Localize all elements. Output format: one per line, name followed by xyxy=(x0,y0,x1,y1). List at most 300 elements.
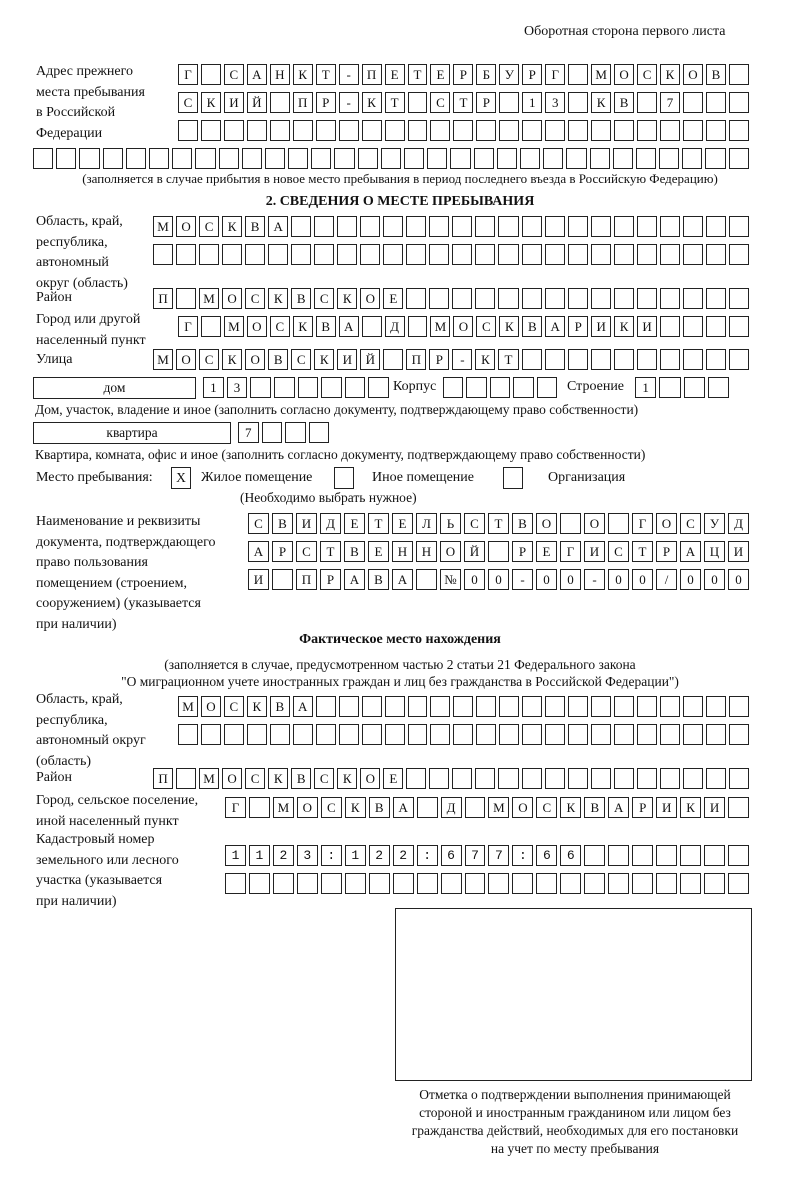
house-type-field[interactable]: дом xyxy=(33,377,196,399)
char-cell[interactable] xyxy=(568,64,588,85)
char-cell[interactable] xyxy=(298,377,319,398)
char-cell[interactable] xyxy=(706,92,726,113)
char-cell[interactable]: К xyxy=(222,216,242,237)
char-cell[interactable]: 7 xyxy=(238,422,259,443)
char-cell[interactable] xyxy=(452,288,472,309)
char-cell[interactable] xyxy=(427,148,447,169)
char-cell[interactable]: О xyxy=(360,768,380,789)
char-cell[interactable] xyxy=(706,349,726,370)
actual-city-cells[interactable] xyxy=(225,797,752,818)
char-cell[interactable] xyxy=(704,845,725,866)
char-cell[interactable]: О xyxy=(360,288,380,309)
char-cell[interactable] xyxy=(614,288,634,309)
char-cell[interactable] xyxy=(683,316,703,337)
char-cell[interactable] xyxy=(408,120,428,141)
char-cell[interactable] xyxy=(381,148,401,169)
char-cell[interactable] xyxy=(339,120,359,141)
house-number-cells[interactable] xyxy=(203,377,392,398)
char-cell[interactable]: М xyxy=(430,316,450,337)
char-cell[interactable] xyxy=(475,216,495,237)
char-cell[interactable] xyxy=(316,696,336,717)
char-cell[interactable]: О xyxy=(176,349,196,370)
char-cell[interactable] xyxy=(291,216,311,237)
char-cell[interactable] xyxy=(309,422,330,443)
char-cell[interactable]: Й xyxy=(360,349,380,370)
char-cell[interactable] xyxy=(393,873,414,894)
char-cell[interactable] xyxy=(591,349,611,370)
char-cell[interactable]: В xyxy=(291,768,311,789)
char-cell[interactable] xyxy=(728,845,749,866)
char-cell[interactable]: О xyxy=(201,696,221,717)
char-cell[interactable] xyxy=(614,244,634,265)
char-cell[interactable] xyxy=(537,377,557,398)
char-cell[interactable]: И xyxy=(296,513,317,534)
char-cell[interactable] xyxy=(430,724,450,745)
char-cell[interactable] xyxy=(683,724,703,745)
char-cell[interactable]: М xyxy=(199,288,219,309)
checkbox-organization[interactable] xyxy=(503,467,523,489)
char-cell[interactable] xyxy=(660,768,680,789)
char-cell[interactable] xyxy=(659,377,680,398)
char-cell[interactable] xyxy=(591,216,611,237)
char-cell[interactable] xyxy=(522,696,542,717)
char-cell[interactable] xyxy=(637,696,657,717)
char-cell[interactable] xyxy=(316,724,336,745)
char-cell[interactable]: С xyxy=(245,288,265,309)
char-cell[interactable]: 0 xyxy=(680,569,701,590)
char-cell[interactable] xyxy=(225,873,246,894)
char-cell[interactable] xyxy=(195,148,215,169)
char-cell[interactable] xyxy=(499,696,519,717)
char-cell[interactable] xyxy=(273,873,294,894)
char-cell[interactable] xyxy=(268,244,288,265)
char-cell[interactable]: Р xyxy=(429,349,449,370)
char-cell[interactable]: С xyxy=(199,216,219,237)
char-cell[interactable] xyxy=(591,120,611,141)
char-cell[interactable]: - xyxy=(512,569,533,590)
char-cell[interactable] xyxy=(499,724,519,745)
char-cell[interactable]: О xyxy=(584,513,605,534)
char-cell[interactable] xyxy=(490,377,510,398)
char-cell[interactable] xyxy=(270,724,290,745)
char-cell[interactable]: О xyxy=(453,316,473,337)
char-cell[interactable] xyxy=(465,797,486,818)
actual-region-row-2[interactable] xyxy=(178,724,752,745)
char-cell[interactable]: Е xyxy=(385,64,405,85)
char-cell[interactable]: И xyxy=(584,541,605,562)
city-cells[interactable] xyxy=(178,316,752,337)
char-cell[interactable] xyxy=(729,64,749,85)
char-cell[interactable] xyxy=(728,873,749,894)
char-cell[interactable]: К xyxy=(314,349,334,370)
previous-address-row-4[interactable] xyxy=(33,148,752,169)
char-cell[interactable] xyxy=(430,696,450,717)
char-cell[interactable]: Т xyxy=(488,513,509,534)
char-cell[interactable]: П xyxy=(153,768,173,789)
char-cell[interactable] xyxy=(632,873,653,894)
char-cell[interactable]: М xyxy=(591,64,611,85)
char-cell[interactable] xyxy=(443,377,463,398)
char-cell[interactable] xyxy=(362,316,382,337)
char-cell[interactable] xyxy=(250,377,271,398)
char-cell[interactable]: В xyxy=(291,288,311,309)
char-cell[interactable] xyxy=(729,216,749,237)
char-cell[interactable]: 1 xyxy=(522,92,542,113)
char-cell[interactable]: К xyxy=(268,288,288,309)
char-cell[interactable] xyxy=(429,288,449,309)
char-cell[interactable]: Б xyxy=(476,64,496,85)
char-cell[interactable] xyxy=(358,148,378,169)
char-cell[interactable] xyxy=(568,288,588,309)
char-cell[interactable]: М xyxy=(178,696,198,717)
char-cell[interactable] xyxy=(285,422,306,443)
char-cell[interactable]: В xyxy=(584,797,605,818)
char-cell[interactable] xyxy=(385,724,405,745)
char-cell[interactable] xyxy=(591,768,611,789)
char-cell[interactable]: Е xyxy=(383,768,403,789)
char-cell[interactable] xyxy=(497,148,517,169)
char-cell[interactable] xyxy=(522,216,542,237)
char-cell[interactable] xyxy=(265,148,285,169)
char-cell[interactable]: С xyxy=(248,513,269,534)
char-cell[interactable]: С xyxy=(637,64,657,85)
char-cell[interactable] xyxy=(474,148,494,169)
char-cell[interactable]: Р xyxy=(632,797,653,818)
char-cell[interactable]: 0 xyxy=(464,569,485,590)
char-cell[interactable] xyxy=(706,696,726,717)
char-cell[interactable] xyxy=(224,724,244,745)
char-cell[interactable] xyxy=(408,724,428,745)
char-cell[interactable] xyxy=(522,768,542,789)
char-cell[interactable] xyxy=(637,120,657,141)
checkbox-residential[interactable]: Х xyxy=(171,467,191,489)
char-cell[interactable] xyxy=(660,288,680,309)
char-cell[interactable] xyxy=(729,244,749,265)
apartment-number-cells[interactable] xyxy=(238,422,332,443)
char-cell[interactable] xyxy=(614,349,634,370)
char-cell[interactable] xyxy=(499,120,519,141)
char-cell[interactable]: Е xyxy=(392,513,413,534)
char-cell[interactable]: М xyxy=(488,797,509,818)
char-cell[interactable] xyxy=(408,92,428,113)
char-cell[interactable]: Р xyxy=(568,316,588,337)
char-cell[interactable] xyxy=(242,148,262,169)
char-cell[interactable] xyxy=(637,724,657,745)
char-cell[interactable] xyxy=(452,216,472,237)
char-cell[interactable]: И xyxy=(224,92,244,113)
char-cell[interactable] xyxy=(683,92,703,113)
char-cell[interactable] xyxy=(520,148,540,169)
char-cell[interactable] xyxy=(314,244,334,265)
char-cell[interactable]: П xyxy=(362,64,382,85)
char-cell[interactable]: О xyxy=(440,541,461,562)
char-cell[interactable]: М xyxy=(153,349,173,370)
char-cell[interactable] xyxy=(704,873,725,894)
char-cell[interactable]: П xyxy=(153,288,173,309)
char-cell[interactable]: В xyxy=(344,541,365,562)
char-cell[interactable]: Г xyxy=(632,513,653,534)
char-cell[interactable]: С xyxy=(224,64,244,85)
char-cell[interactable] xyxy=(545,768,565,789)
char-cell[interactable]: К xyxy=(591,92,611,113)
char-cell[interactable]: А xyxy=(344,569,365,590)
char-cell[interactable]: Р xyxy=(656,541,677,562)
char-cell[interactable] xyxy=(153,244,173,265)
char-cell[interactable] xyxy=(591,288,611,309)
char-cell[interactable] xyxy=(568,696,588,717)
char-cell[interactable]: В xyxy=(512,513,533,534)
char-cell[interactable] xyxy=(608,845,629,866)
char-cell[interactable] xyxy=(545,724,565,745)
char-cell[interactable]: И xyxy=(704,797,725,818)
char-cell[interactable] xyxy=(729,92,749,113)
char-cell[interactable]: - xyxy=(339,92,359,113)
char-cell[interactable] xyxy=(545,696,565,717)
char-cell[interactable] xyxy=(362,120,382,141)
document-row-3[interactable] xyxy=(248,569,752,590)
char-cell[interactable]: П xyxy=(406,349,426,370)
char-cell[interactable] xyxy=(293,724,313,745)
char-cell[interactable]: № xyxy=(440,569,461,590)
char-cell[interactable]: 0 xyxy=(632,569,653,590)
char-cell[interactable]: В xyxy=(268,349,288,370)
char-cell[interactable] xyxy=(178,120,198,141)
char-cell[interactable] xyxy=(337,244,357,265)
char-cell[interactable] xyxy=(404,148,424,169)
char-cell[interactable] xyxy=(430,120,450,141)
char-cell[interactable] xyxy=(453,696,473,717)
char-cell[interactable]: О xyxy=(297,797,318,818)
char-cell[interactable]: У xyxy=(499,64,519,85)
char-cell[interactable] xyxy=(543,148,563,169)
char-cell[interactable] xyxy=(660,724,680,745)
char-cell[interactable] xyxy=(222,244,242,265)
char-cell[interactable]: У xyxy=(704,513,725,534)
char-cell[interactable] xyxy=(453,120,473,141)
char-cell[interactable] xyxy=(568,120,588,141)
char-cell[interactable]: Р xyxy=(272,541,293,562)
char-cell[interactable]: Т xyxy=(408,64,428,85)
street-cells[interactable] xyxy=(153,349,752,370)
char-cell[interactable] xyxy=(536,873,557,894)
char-cell[interactable] xyxy=(636,148,656,169)
char-cell[interactable]: Н xyxy=(392,541,413,562)
apartment-type-field[interactable]: квартира xyxy=(33,422,231,444)
char-cell[interactable]: В xyxy=(270,696,290,717)
char-cell[interactable]: О xyxy=(222,768,242,789)
char-cell[interactable] xyxy=(591,244,611,265)
char-cell[interactable] xyxy=(149,148,169,169)
char-cell[interactable] xyxy=(608,873,629,894)
char-cell[interactable] xyxy=(545,349,565,370)
char-cell[interactable]: Й xyxy=(247,92,267,113)
char-cell[interactable] xyxy=(513,377,533,398)
char-cell[interactable]: К xyxy=(222,349,242,370)
char-cell[interactable]: Д xyxy=(441,797,462,818)
char-cell[interactable]: С xyxy=(199,349,219,370)
char-cell[interactable] xyxy=(637,92,657,113)
char-cell[interactable]: В xyxy=(522,316,542,337)
char-cell[interactable] xyxy=(545,288,565,309)
char-cell[interactable]: - xyxy=(584,569,605,590)
char-cell[interactable] xyxy=(245,244,265,265)
char-cell[interactable]: 0 xyxy=(536,569,557,590)
char-cell[interactable]: А xyxy=(392,569,413,590)
region-row-1[interactable] xyxy=(153,216,752,237)
char-cell[interactable]: Н xyxy=(270,64,290,85)
char-cell[interactable]: 0 xyxy=(728,569,749,590)
char-cell[interactable]: И xyxy=(656,797,677,818)
char-cell[interactable] xyxy=(683,216,703,237)
char-cell[interactable] xyxy=(614,120,634,141)
char-cell[interactable] xyxy=(369,873,390,894)
char-cell[interactable] xyxy=(522,244,542,265)
char-cell[interactable]: Д xyxy=(320,513,341,534)
char-cell[interactable]: К xyxy=(345,797,366,818)
char-cell[interactable]: Т xyxy=(498,349,518,370)
char-cell[interactable] xyxy=(383,349,403,370)
char-cell[interactable] xyxy=(406,216,426,237)
char-cell[interactable]: 1 xyxy=(203,377,224,398)
char-cell[interactable]: С xyxy=(296,541,317,562)
char-cell[interactable] xyxy=(498,244,518,265)
char-cell[interactable]: С xyxy=(314,768,334,789)
char-cell[interactable] xyxy=(33,148,53,169)
char-cell[interactable]: Т xyxy=(453,92,473,113)
char-cell[interactable] xyxy=(408,316,428,337)
char-cell[interactable] xyxy=(450,148,470,169)
char-cell[interactable]: А xyxy=(247,64,267,85)
char-cell[interactable] xyxy=(311,148,331,169)
char-cell[interactable] xyxy=(684,377,705,398)
cadastral-row-2[interactable] xyxy=(225,873,752,894)
char-cell[interactable] xyxy=(488,873,509,894)
char-cell[interactable] xyxy=(660,349,680,370)
char-cell[interactable]: С xyxy=(680,513,701,534)
char-cell[interactable]: В xyxy=(369,797,390,818)
char-cell[interactable] xyxy=(614,216,634,237)
char-cell[interactable]: С xyxy=(430,92,450,113)
char-cell[interactable]: Т xyxy=(368,513,389,534)
char-cell[interactable] xyxy=(637,244,657,265)
char-cell[interactable]: Т xyxy=(385,92,405,113)
char-cell[interactable]: И xyxy=(728,541,749,562)
char-cell[interactable] xyxy=(568,216,588,237)
char-cell[interactable] xyxy=(345,377,366,398)
char-cell[interactable]: А xyxy=(680,541,701,562)
char-cell[interactable] xyxy=(201,64,221,85)
char-cell[interactable] xyxy=(452,768,472,789)
char-cell[interactable]: 0 xyxy=(560,569,581,590)
char-cell[interactable] xyxy=(614,696,634,717)
char-cell[interactable]: О xyxy=(683,64,703,85)
char-cell[interactable] xyxy=(453,724,473,745)
char-cell[interactable]: Р xyxy=(453,64,473,85)
char-cell[interactable] xyxy=(591,696,611,717)
char-cell[interactable] xyxy=(385,120,405,141)
char-cell[interactable]: А xyxy=(293,696,313,717)
char-cell[interactable] xyxy=(708,377,729,398)
char-cell[interactable] xyxy=(476,724,496,745)
char-cell[interactable]: О xyxy=(222,288,242,309)
char-cell[interactable]: Е xyxy=(344,513,365,534)
char-cell[interactable] xyxy=(512,873,533,894)
char-cell[interactable] xyxy=(466,377,486,398)
char-cell[interactable]: Г xyxy=(178,64,198,85)
char-cell[interactable] xyxy=(682,148,702,169)
char-cell[interactable]: Т xyxy=(632,541,653,562)
char-cell[interactable] xyxy=(706,216,726,237)
char-cell[interactable] xyxy=(406,288,426,309)
char-cell[interactable] xyxy=(729,696,749,717)
char-cell[interactable] xyxy=(201,316,221,337)
char-cell[interactable] xyxy=(416,569,437,590)
char-cell[interactable] xyxy=(219,148,239,169)
char-cell[interactable] xyxy=(316,120,336,141)
char-cell[interactable] xyxy=(199,244,219,265)
char-cell[interactable] xyxy=(178,724,198,745)
char-cell[interactable]: С xyxy=(464,513,485,534)
char-cell[interactable]: К xyxy=(247,696,267,717)
char-cell[interactable] xyxy=(339,696,359,717)
char-cell[interactable]: С xyxy=(178,92,198,113)
char-cell[interactable] xyxy=(288,148,308,169)
char-cell[interactable]: П xyxy=(293,92,313,113)
char-cell[interactable]: 1 xyxy=(635,377,656,398)
char-cell[interactable] xyxy=(498,288,518,309)
char-cell[interactable] xyxy=(368,377,389,398)
char-cell[interactable] xyxy=(660,120,680,141)
char-cell[interactable]: К xyxy=(268,768,288,789)
char-cell[interactable] xyxy=(613,148,633,169)
char-cell[interactable] xyxy=(360,244,380,265)
char-cell[interactable] xyxy=(660,216,680,237)
char-cell[interactable] xyxy=(637,216,657,237)
char-cell[interactable] xyxy=(729,148,749,169)
char-cell[interactable] xyxy=(522,349,542,370)
char-cell[interactable]: В xyxy=(706,64,726,85)
char-cell[interactable]: О xyxy=(656,513,677,534)
char-cell[interactable] xyxy=(293,120,313,141)
char-cell[interactable]: К xyxy=(680,797,701,818)
char-cell[interactable] xyxy=(270,92,290,113)
char-cell[interactable]: В xyxy=(614,92,634,113)
char-cell[interactable] xyxy=(683,288,703,309)
char-cell[interactable] xyxy=(705,148,725,169)
char-cell[interactable] xyxy=(584,873,605,894)
char-cell[interactable]: О xyxy=(247,316,267,337)
char-cell[interactable] xyxy=(637,349,657,370)
char-cell[interactable] xyxy=(729,724,749,745)
char-cell[interactable] xyxy=(560,873,581,894)
char-cell[interactable]: И xyxy=(337,349,357,370)
char-cell[interactable] xyxy=(314,216,334,237)
char-cell[interactable]: О xyxy=(536,513,557,534)
char-cell[interactable]: П xyxy=(296,569,317,590)
char-cell[interactable]: К xyxy=(660,64,680,85)
char-cell[interactable] xyxy=(385,696,405,717)
actual-region-row-1[interactable] xyxy=(178,696,752,717)
char-cell[interactable] xyxy=(274,377,295,398)
char-cell[interactable] xyxy=(522,288,542,309)
char-cell[interactable] xyxy=(362,696,382,717)
previous-address-row-1[interactable] xyxy=(178,64,752,85)
char-cell[interactable] xyxy=(429,768,449,789)
char-cell[interactable]: Е xyxy=(368,541,389,562)
char-cell[interactable] xyxy=(568,768,588,789)
char-cell[interactable] xyxy=(545,120,565,141)
char-cell[interactable]: А xyxy=(545,316,565,337)
